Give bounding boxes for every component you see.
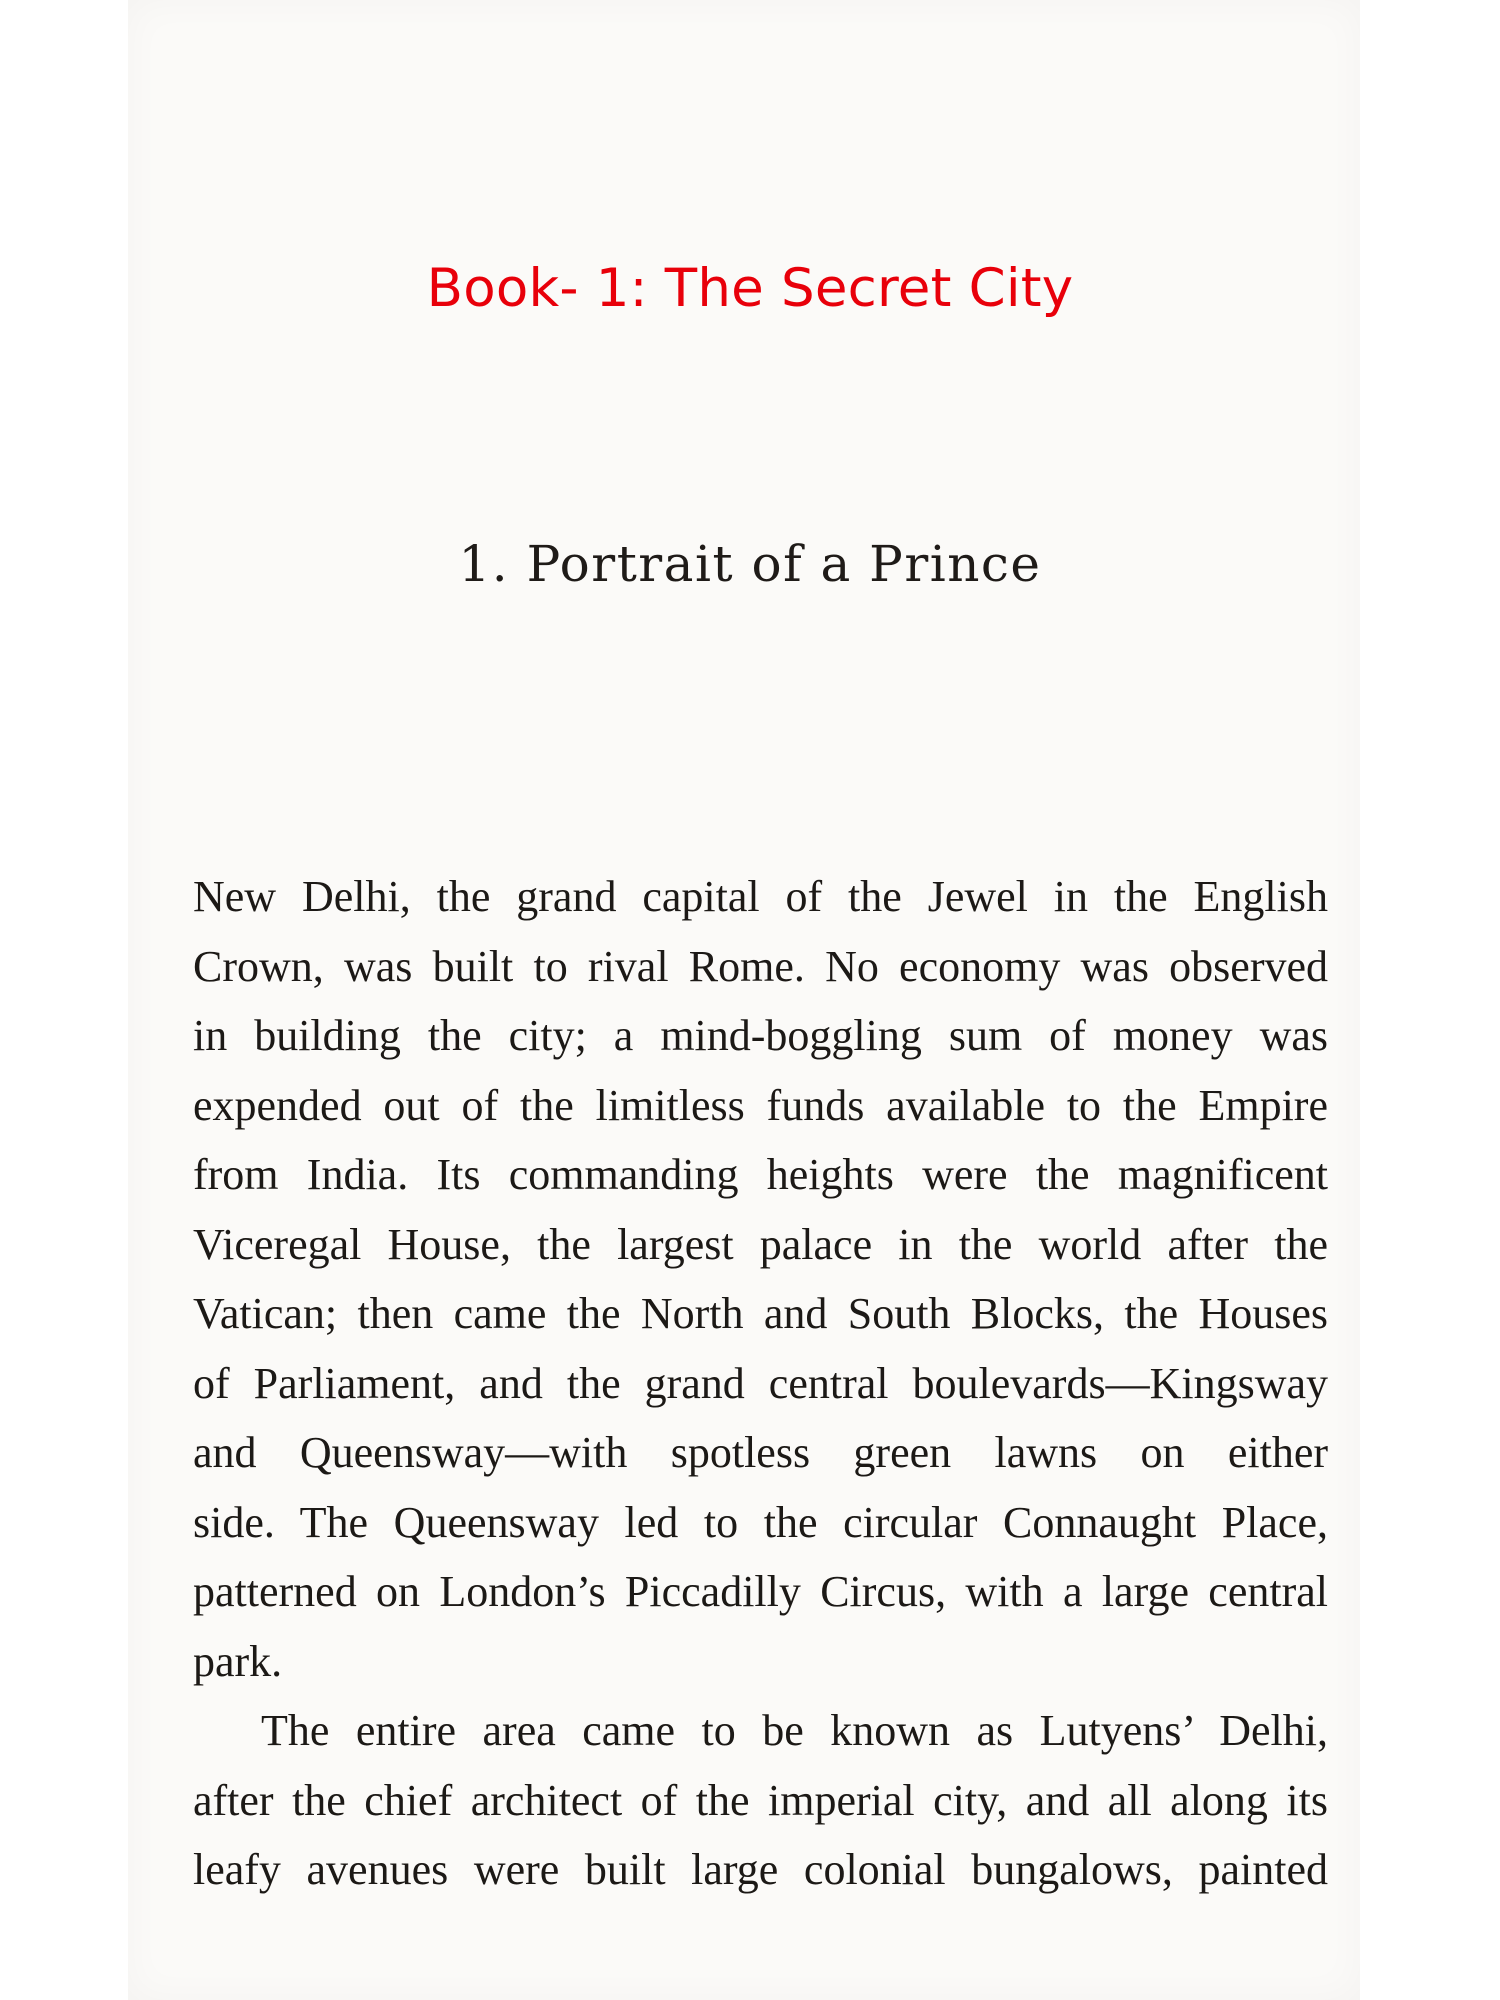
text-line: The entire area came to be known as Lutyens’ Delhi, — [261, 1706, 1328, 1755]
text-line: Vatican; then came the North and South Blocks, the Houses — [193, 1289, 1328, 1338]
text-line: Viceregal House, the largest palace in the world after the — [193, 1219, 1328, 1269]
text-line: patterned on London’s Piccadilly Circus, with a large central — [193, 1567, 1328, 1616]
text-line: leafy avenues were built large colonial bungalows, painted — [193, 1845, 1328, 1894]
text-line: after the chief architect of the imperial city, and all along its — [193, 1775, 1328, 1825]
book-title: Book- 1: The Secret City — [426, 258, 1074, 319]
text-line: from India. Its commanding heights were the magnificent — [193, 1150, 1328, 1199]
text-line: expended out of the limitless funds available to the Empire — [193, 1080, 1328, 1130]
chapter-body — [193, 862, 1328, 1905]
text-line: side. The Queensway led to the circular Connaught Place, — [193, 1497, 1328, 1547]
text-line: New Delhi, the grand capital of the Jewel in the English — [193, 872, 1328, 921]
paragraph-1 — [193, 862, 1328, 1696]
text-line: park. — [193, 1636, 283, 1686]
text-line: in building the city; a mind-boggling sum of money was — [193, 1011, 1328, 1060]
text-line: Crown, was built to rival Rome. No economy was observed — [193, 941, 1328, 991]
text-line: of Parliament, and the grand central boulevards—Kingsway — [193, 1358, 1328, 1408]
paragraph-2 — [193, 1696, 1328, 1905]
chapter-title: 1. Portrait of a Prince — [458, 535, 1042, 593]
text-line: and Queensway—with spotless green lawns on either — [193, 1428, 1328, 1477]
